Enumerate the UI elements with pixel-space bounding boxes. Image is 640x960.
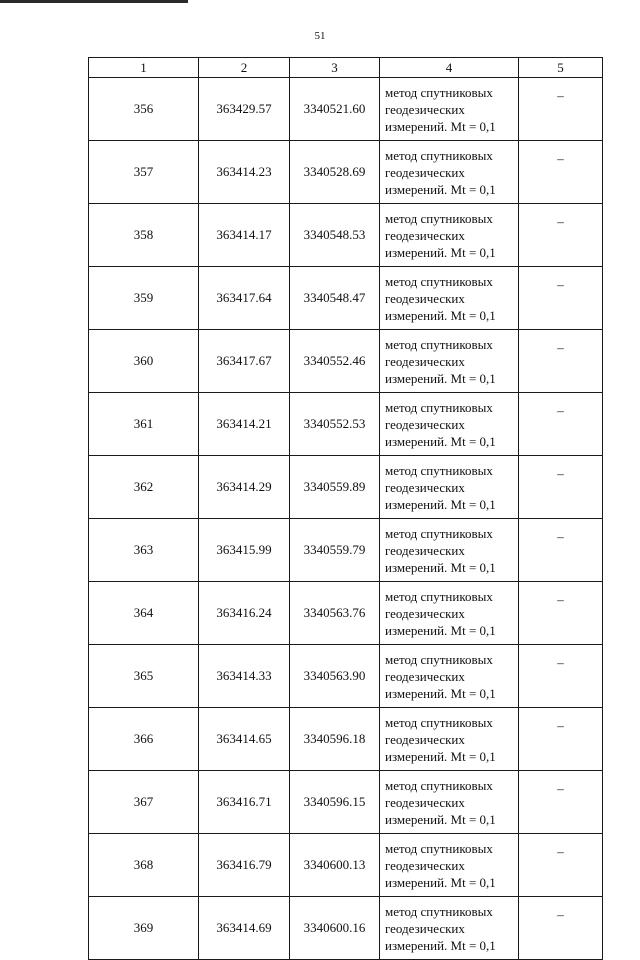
method-line: измерений. Mt = 0,1 bbox=[385, 118, 496, 134]
table-row bbox=[89, 204, 603, 267]
y-coordinate-cell: 3340596.15 bbox=[290, 771, 380, 834]
x-coordinate-cell: 363414.29 bbox=[199, 456, 290, 519]
x-coordinate-cell: 363429.57 bbox=[199, 78, 290, 141]
y-coordinate-cell: 3340548.53 bbox=[290, 204, 380, 267]
top-rule bbox=[0, 0, 188, 3]
point-number-cell: 358 bbox=[89, 204, 199, 267]
y-coordinate-cell: 3340563.90 bbox=[290, 645, 380, 708]
method-line: измерений. Mt = 0,1 bbox=[385, 874, 496, 890]
method-line: геодезических bbox=[385, 857, 465, 873]
method-line: геодезических bbox=[385, 353, 465, 369]
method-cell bbox=[380, 204, 519, 267]
note-cell: – bbox=[519, 834, 603, 897]
table-row bbox=[89, 141, 603, 204]
x-coordinate-cell: 363416.71 bbox=[199, 771, 290, 834]
y-coordinate-cell: 3340600.16 bbox=[290, 897, 380, 960]
note-cell: – bbox=[519, 519, 603, 582]
method-line: геодезических bbox=[385, 227, 465, 243]
method-cell bbox=[380, 78, 519, 141]
table-row bbox=[89, 393, 603, 456]
note-cell: – bbox=[519, 204, 603, 267]
y-coordinate-cell: 3340600.13 bbox=[290, 834, 380, 897]
method-line: метод спутниковых bbox=[385, 777, 493, 793]
method-cell bbox=[380, 393, 519, 456]
method-cell bbox=[380, 897, 519, 960]
method-cell bbox=[380, 645, 519, 708]
point-number-cell: 363 bbox=[89, 519, 199, 582]
method-line: измерений. Mt = 0,1 bbox=[385, 244, 496, 260]
x-coordinate-cell: 363414.65 bbox=[199, 708, 290, 771]
method-line: измерений. Mt = 0,1 bbox=[385, 433, 496, 449]
method-line: измерений. Mt = 0,1 bbox=[385, 559, 496, 575]
table-row bbox=[89, 330, 603, 393]
note-cell: – bbox=[519, 78, 603, 141]
method-cell bbox=[380, 834, 519, 897]
x-coordinate-cell: 363416.24 bbox=[199, 582, 290, 645]
y-coordinate-cell: 3340559.89 bbox=[290, 456, 380, 519]
method-line: метод спутниковых bbox=[385, 588, 493, 604]
note-cell: – bbox=[519, 582, 603, 645]
page-number: 51 bbox=[314, 30, 326, 42]
method-line: измерений. Mt = 0,1 bbox=[385, 370, 496, 386]
point-number-cell: 364 bbox=[89, 582, 199, 645]
method-line: метод спутниковых bbox=[385, 336, 493, 352]
method-line: метод спутниковых bbox=[385, 462, 493, 478]
x-coordinate-cell: 363416.79 bbox=[199, 834, 290, 897]
column-header-2: 2 bbox=[199, 58, 290, 78]
note-cell: – bbox=[519, 645, 603, 708]
method-line: метод спутниковых bbox=[385, 210, 493, 226]
method-line: метод спутниковых bbox=[385, 840, 493, 856]
method-cell bbox=[380, 456, 519, 519]
table-row bbox=[89, 519, 603, 582]
point-number-cell: 357 bbox=[89, 141, 199, 204]
method-line: метод спутниковых bbox=[385, 84, 493, 100]
point-number-cell: 367 bbox=[89, 771, 199, 834]
table-row bbox=[89, 78, 603, 141]
method-cell bbox=[380, 582, 519, 645]
method-line: метод спутниковых bbox=[385, 525, 493, 541]
point-number-cell: 361 bbox=[89, 393, 199, 456]
table-row bbox=[89, 645, 603, 708]
y-coordinate-cell: 3340528.69 bbox=[290, 141, 380, 204]
method-line: геодезических bbox=[385, 731, 465, 747]
y-coordinate-cell: 3340559.79 bbox=[290, 519, 380, 582]
x-coordinate-cell: 363414.69 bbox=[199, 897, 290, 960]
y-coordinate-cell: 3340552.46 bbox=[290, 330, 380, 393]
note-cell: – bbox=[519, 330, 603, 393]
column-header-1: 1 bbox=[89, 58, 199, 78]
method-line: измерений. Mt = 0,1 bbox=[385, 307, 496, 323]
note-cell: – bbox=[519, 708, 603, 771]
table-row bbox=[89, 267, 603, 330]
y-coordinate-cell: 3340521.60 bbox=[290, 78, 380, 141]
y-coordinate-cell: 3340563.76 bbox=[290, 582, 380, 645]
point-number-cell: 362 bbox=[89, 456, 199, 519]
point-number-cell: 356 bbox=[89, 78, 199, 141]
point-number-cell: 360 bbox=[89, 330, 199, 393]
method-cell bbox=[380, 267, 519, 330]
method-line: измерений. Mt = 0,1 bbox=[385, 748, 496, 764]
column-header-5: 5 bbox=[519, 58, 603, 78]
note-cell: – bbox=[519, 897, 603, 960]
method-line: геодезических bbox=[385, 668, 465, 684]
note-cell: – bbox=[519, 771, 603, 834]
note-cell: – bbox=[519, 141, 603, 204]
method-line: геодезических bbox=[385, 164, 465, 180]
method-cell bbox=[380, 141, 519, 204]
header-row bbox=[89, 58, 603, 78]
method-line: измерений. Mt = 0,1 bbox=[385, 496, 496, 512]
method-cell bbox=[380, 708, 519, 771]
x-coordinate-cell: 363414.23 bbox=[199, 141, 290, 204]
point-number-cell: 365 bbox=[89, 645, 199, 708]
note-cell: – bbox=[519, 267, 603, 330]
method-line: геодезических bbox=[385, 290, 465, 306]
point-number-cell: 368 bbox=[89, 834, 199, 897]
method-line: метод спутниковых bbox=[385, 714, 493, 730]
method-cell bbox=[380, 771, 519, 834]
column-header-3: 3 bbox=[290, 58, 380, 78]
method-cell bbox=[380, 330, 519, 393]
method-line: измерений. Mt = 0,1 bbox=[385, 685, 496, 701]
method-line: геодезических bbox=[385, 416, 465, 432]
y-coordinate-cell: 3340548.47 bbox=[290, 267, 380, 330]
table-row bbox=[89, 834, 603, 897]
table-row bbox=[89, 897, 603, 960]
method-line: геодезических bbox=[385, 920, 465, 936]
method-line: метод спутниковых bbox=[385, 903, 493, 919]
method-cell bbox=[380, 519, 519, 582]
method-line: геодезических bbox=[385, 542, 465, 558]
x-coordinate-cell: 363414.21 bbox=[199, 393, 290, 456]
method-line: метод спутниковых bbox=[385, 651, 493, 667]
point-number-cell: 359 bbox=[89, 267, 199, 330]
x-coordinate-cell: 363414.33 bbox=[199, 645, 290, 708]
method-line: геодезических bbox=[385, 794, 465, 810]
table-row bbox=[89, 582, 603, 645]
table-row bbox=[89, 708, 603, 771]
x-coordinate-cell: 363417.67 bbox=[199, 330, 290, 393]
point-number-cell: 366 bbox=[89, 708, 199, 771]
point-number-cell: 369 bbox=[89, 897, 199, 960]
y-coordinate-cell: 3340596.18 bbox=[290, 708, 380, 771]
x-coordinate-cell: 363415.99 bbox=[199, 519, 290, 582]
column-header-4: 4 bbox=[380, 58, 519, 78]
note-cell: – bbox=[519, 456, 603, 519]
method-line: измерений. Mt = 0,1 bbox=[385, 181, 496, 197]
method-line: геодезических bbox=[385, 101, 465, 117]
method-line: геодезических bbox=[385, 605, 465, 621]
table-row bbox=[89, 456, 603, 519]
x-coordinate-cell: 363414.17 bbox=[199, 204, 290, 267]
method-line: геодезических bbox=[385, 479, 465, 495]
table-body bbox=[89, 78, 603, 960]
method-line: измерений. Mt = 0,1 bbox=[385, 811, 496, 827]
method-line: метод спутниковых bbox=[385, 273, 493, 289]
table-row bbox=[89, 771, 603, 834]
y-coordinate-cell: 3340552.53 bbox=[290, 393, 380, 456]
coordinates-table bbox=[88, 57, 603, 960]
method-line: метод спутниковых bbox=[385, 399, 493, 415]
note-cell: – bbox=[519, 393, 603, 456]
method-line: метод спутниковых bbox=[385, 147, 493, 163]
method-line: измерений. Mt = 0,1 bbox=[385, 937, 496, 953]
method-line: измерений. Mt = 0,1 bbox=[385, 622, 496, 638]
x-coordinate-cell: 363417.64 bbox=[199, 267, 290, 330]
